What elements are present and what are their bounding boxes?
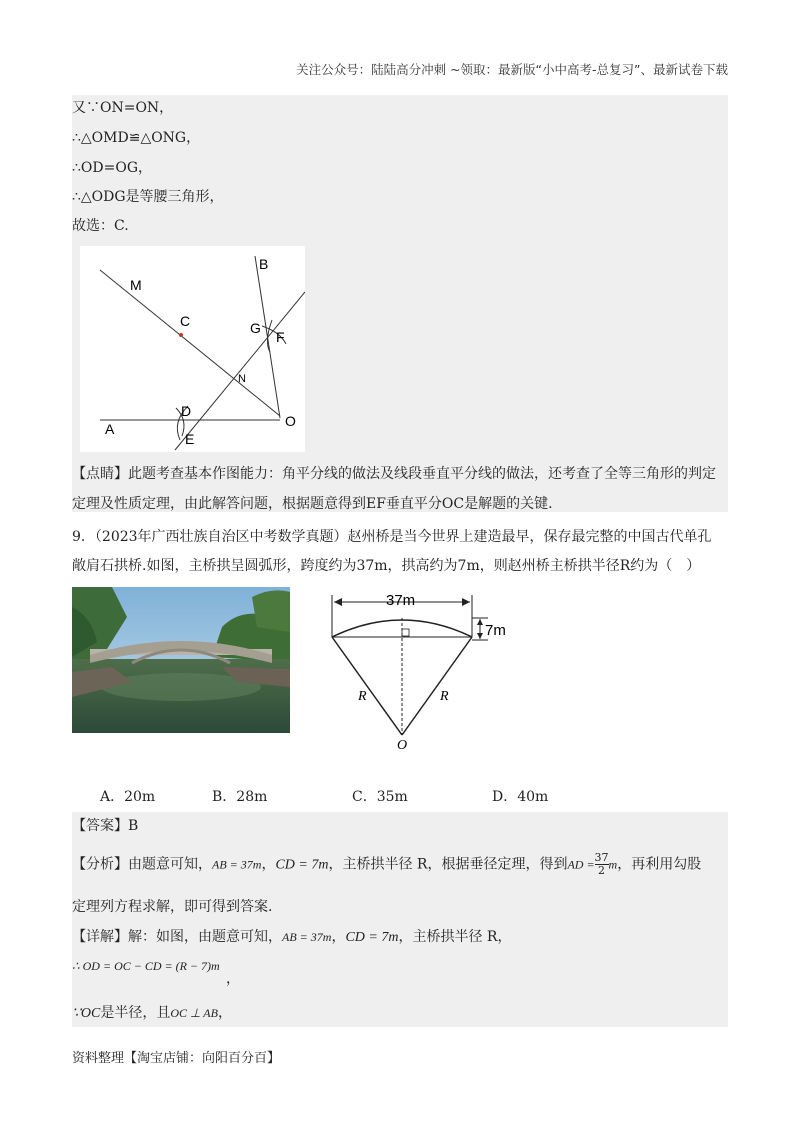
question-line: 敞肩石拱桥.如图，主桥拱呈圆弧形，跨度约为37m，拱高约为7m，则赵州桥主桥拱半径R约为（ ） xyxy=(72,558,701,574)
label-d: D xyxy=(181,403,192,419)
center-label-o: O xyxy=(397,738,408,753)
label-f: F xyxy=(276,329,285,345)
height-label: 7m xyxy=(485,622,506,639)
option-a: A．20m xyxy=(100,789,156,805)
detail-line-2: ∴ OD = OC − CD = (R − 7)m xyxy=(72,959,220,973)
solution-line: 故选：C. xyxy=(72,218,129,234)
label-n: N xyxy=(238,373,246,385)
label-e: E xyxy=(185,431,195,447)
answer-box xyxy=(72,812,728,1027)
detail-line-3: ， xyxy=(226,971,240,987)
comment-line: 定理及性质定理，由此解答问题，根据题意得到EF垂直平分OC是解题的关键. xyxy=(72,496,553,512)
comment-line: 【点睛】此题考查基本作图能力：角平分线的做法及线段垂直平分线的做法，还考查了全等三角形的判定 xyxy=(72,466,716,482)
label-a: A xyxy=(105,421,115,437)
analysis-line-2: 定理列方程求解，即可得到答案. xyxy=(72,899,273,915)
label-o: O xyxy=(285,413,296,429)
question-line: 9．（2023年广西壮族自治区中考数学真题）赵州桥是当今世界上建造最早，保存最完整的中国古代单孔 xyxy=(72,529,712,545)
detail-line-4: ∵OC是半径，且OC ⊥ AB， xyxy=(72,1005,232,1021)
label-g: G xyxy=(250,320,261,336)
bridge-arc-diagram xyxy=(322,585,522,755)
angle-bisector-figure xyxy=(80,246,305,452)
option-d: D．40m xyxy=(492,789,549,805)
label-m: M xyxy=(130,277,142,293)
page-footer: 资料整理【淘宝店铺：向阳百分百】 xyxy=(72,1051,281,1066)
radius-label-left: R xyxy=(358,689,367,704)
option-c: C．35m xyxy=(352,789,408,805)
label-c: C xyxy=(180,313,191,329)
fraction-37-2: $\frac{37}{2}$ xyxy=(594,851,609,877)
option-b: B．28m xyxy=(212,789,268,805)
radius-label-right: R xyxy=(440,689,449,704)
answer-line: 【答案】B xyxy=(72,818,139,834)
solution-line: ∴△OMD≌△ONG， xyxy=(72,130,201,146)
page-header: 关注公众号：陆陆高分冲刺 ~领取：最新版“小中高考-总复习”、最新试卷下载 xyxy=(296,62,728,77)
span-label: 37m xyxy=(386,592,416,609)
solution-line: 又∵ON=ON， xyxy=(72,100,174,116)
solution-line: ∴OD=OG， xyxy=(72,160,153,176)
label-b: B xyxy=(259,256,269,272)
solution-line: ∴△ODG是等腰三角形， xyxy=(72,189,224,205)
analysis-line-1: 【分析】由题意可知，AB = 37m，CD = 7m，主桥拱半径 R，根据垂径定理，得到AD = $\frac{37}{2}$ m，再利用勾股 xyxy=(72,851,702,877)
zhaozhou-bridge-photo xyxy=(72,587,290,733)
detail-line-1: 【详解】解：如图，由题意可知，AB = 37m，CD = 7m，主桥拱半径 R， xyxy=(72,929,512,945)
